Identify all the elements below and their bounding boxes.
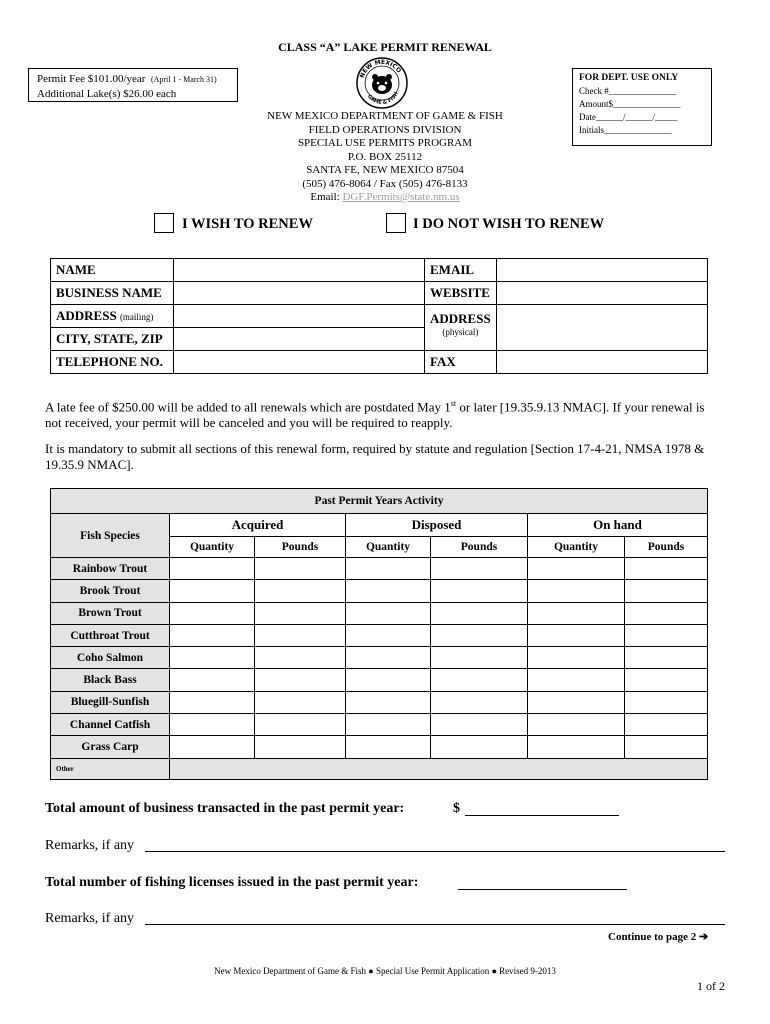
mailing-note: (mailing) (119, 312, 154, 322)
activity-cell[interactable] (255, 647, 346, 669)
activity-cell[interactable] (528, 647, 625, 669)
activity-cell[interactable] (170, 602, 255, 624)
activity-cell[interactable] (625, 736, 708, 758)
dept-check: Check #_______________ (579, 86, 677, 96)
fax-field[interactable] (496, 351, 707, 374)
activity-cell[interactable] (255, 691, 346, 713)
business-name-field[interactable] (174, 282, 425, 305)
renew-label: I WISH TO RENEW (182, 216, 313, 232)
table-row (51, 580, 708, 602)
not-renew-checkbox[interactable] (386, 213, 406, 233)
species-label: Cutthroat Trout (51, 624, 170, 646)
species-label: Brook Trout (51, 580, 170, 602)
species-header: Fish Species (51, 514, 170, 558)
activity-cell[interactable] (255, 558, 346, 580)
mailing-address-label (51, 305, 174, 328)
activity-cell[interactable] (431, 624, 528, 646)
total-licenses-field[interactable] (458, 889, 627, 890)
not-renew-label: I DO NOT WISH TO RENEW (413, 216, 605, 232)
mandatory-paragraph: It is mandatory to submit all sections of this renewal form, required by statute and regulation [Section 17-4-21, NMSA 1978 & 19.35.9 NMAC]. (45, 441, 705, 472)
activity-cell[interactable] (255, 602, 346, 624)
activity-cell[interactable] (346, 580, 431, 602)
activity-cell[interactable] (431, 714, 528, 736)
activity-cell[interactable] (170, 669, 255, 691)
dept-initials: Initials_______________ (579, 125, 672, 135)
onhand-header: On hand (528, 514, 708, 537)
activity-cell[interactable] (346, 602, 431, 624)
physical-note: (physical) (442, 327, 479, 337)
activity-table (50, 488, 708, 780)
physical-address-field[interactable] (496, 305, 707, 351)
table-row (51, 691, 708, 713)
activity-cell[interactable] (255, 714, 346, 736)
page-number: 1 of 2 (697, 979, 725, 993)
activity-cell[interactable] (625, 691, 708, 713)
address-line: NEW MEXICO DEPARTMENT OF GAME & FISH (267, 110, 503, 122)
activity-cell[interactable] (170, 580, 255, 602)
species-label: Brown Trout (51, 602, 170, 624)
other-label: Other (51, 758, 170, 779)
dept-date: Date______/______/_____ (579, 112, 678, 122)
acquired-header: Acquired (170, 514, 346, 537)
address-line: SANTA FE, NEW MEXICO 87504 (306, 164, 464, 176)
name-label: NAME (51, 259, 174, 282)
activity-cell[interactable] (431, 647, 528, 669)
activity-cell[interactable] (625, 602, 708, 624)
footer: New Mexico Department of Game & Fish ● Special Use Permit Application ● Revised 9-2013 (214, 966, 556, 976)
website-field[interactable] (496, 282, 707, 305)
address2-label: ADDRESS (430, 311, 491, 326)
quantity-header: Quantity (170, 537, 255, 558)
remarks-label: Remarks, if any (45, 911, 135, 926)
table-row (51, 602, 708, 624)
activity-cell[interactable] (431, 669, 528, 691)
table-row (51, 714, 708, 736)
activity-cell[interactable] (255, 669, 346, 691)
activity-cell[interactable] (346, 624, 431, 646)
activity-cell[interactable] (346, 558, 431, 580)
activity-cell[interactable] (255, 624, 346, 646)
activity-cell[interactable] (528, 691, 625, 713)
activity-title: Past Permit Years Activity (51, 489, 708, 514)
species-label: Rainbow Trout (51, 558, 170, 580)
activity-cell[interactable] (625, 580, 708, 602)
permit-fee: Permit Fee $101.00/year (37, 73, 146, 85)
activity-cell[interactable] (528, 624, 625, 646)
quantity-header: Quantity (528, 537, 625, 558)
pounds-header: Pounds (625, 537, 708, 558)
telephone-field[interactable] (174, 351, 425, 374)
email-field-label: EMAIL (425, 259, 497, 282)
activity-cell[interactable] (255, 580, 346, 602)
total-licenses-label: Total number of fishing licenses issued in the past permit year: (45, 875, 419, 890)
fax-label: FAX (425, 351, 497, 374)
other-field[interactable] (170, 758, 708, 779)
table-row (51, 647, 708, 669)
table-row (51, 669, 708, 691)
activity-cell[interactable] (170, 714, 255, 736)
species-label: Grass Carp (51, 736, 170, 758)
additional-fee: Additional Lake(s) $26.00 each (37, 88, 177, 100)
remarks-field[interactable] (145, 851, 725, 852)
quantity-header: Quantity (346, 537, 431, 558)
activity-cell[interactable] (625, 669, 708, 691)
total-business-label: Total amount of business transacted in the past permit year: (45, 801, 405, 816)
continue-note: Continue to page 2 ➔ (608, 931, 709, 943)
physical-address-label (425, 305, 497, 351)
address-line: SPECIAL USE PERMITS PROGRAM (297, 137, 473, 149)
form-title: CLASS “A” LAKE PERMIT RENEWAL (278, 40, 492, 54)
email-field[interactable] (496, 259, 707, 282)
activity-cell[interactable] (528, 602, 625, 624)
website-label: WEBSITE (425, 282, 497, 305)
mailing-address (0, 110, 770, 205)
species-label: Coho Salmon (51, 647, 170, 669)
activity-cell[interactable] (625, 558, 708, 580)
activity-cell[interactable] (528, 714, 625, 736)
activity-cell[interactable] (346, 736, 431, 758)
address-line: FIELD OPERATIONS DIVISION (308, 123, 462, 136)
fee-box (28, 68, 238, 102)
mailing-address-field[interactable] (174, 305, 425, 328)
business-name-label: BUSINESS NAME (51, 282, 174, 305)
remarks-field[interactable] (145, 924, 725, 925)
late-fee-text-b: or later [19.35.9.13 NMAC]. If your renewal is not received, your permit will be canceled and you will be required to reapply. (45, 399, 705, 431)
activity-cell[interactable] (346, 669, 431, 691)
remarks-label: Remarks, if any (45, 838, 135, 853)
contact-info-table (50, 258, 708, 374)
activity-cell[interactable] (431, 580, 528, 602)
activity-cell[interactable] (431, 602, 528, 624)
activity-cell[interactable] (625, 714, 708, 736)
activity-cell[interactable] (170, 691, 255, 713)
activity-cell[interactable] (625, 624, 708, 646)
email-link[interactable]: DGF.Permits@state.nm.us (342, 191, 460, 203)
late-fee-paragraph (45, 396, 710, 431)
species-label: Black Bass (51, 669, 170, 691)
late-fee-text-a: A late fee of $250.00 will be added to all renewals which are postdated May 1 (45, 399, 451, 415)
activity-cell[interactable] (170, 624, 255, 646)
city-label: CITY, STATE, ZIP (51, 328, 174, 351)
activity-cell[interactable] (528, 669, 625, 691)
name-field[interactable] (174, 259, 425, 282)
svg-text:NEW MEXICO: NEW MEXICO (358, 58, 403, 79)
species-label: Channel Catfish (51, 714, 170, 736)
activity-cell[interactable] (528, 736, 625, 758)
telephone-label: TELEPHONE NO. (51, 351, 174, 374)
activity-cell[interactable] (528, 558, 625, 580)
nmdgf-seal-icon (356, 57, 408, 109)
activity-cell[interactable] (255, 736, 346, 758)
activity-cell[interactable] (625, 647, 708, 669)
table-row (51, 558, 708, 580)
total-business-field[interactable] (465, 815, 619, 816)
table-row (51, 624, 708, 646)
address-line: P.O. BOX 25112 (347, 150, 423, 163)
activity-cell[interactable] (170, 647, 255, 669)
table-row (51, 736, 708, 758)
activity-cell[interactable] (170, 736, 255, 758)
activity-cell[interactable] (431, 558, 528, 580)
dept-amount: Amount$_______________ (579, 99, 681, 109)
address-label: ADDRESS (56, 308, 117, 323)
activity-cell[interactable] (431, 736, 528, 758)
permit-period: (April 1 - March 31) (150, 75, 217, 84)
disposed-header: Disposed (346, 514, 528, 537)
activity-cell[interactable] (431, 691, 528, 713)
late-fee-sup: st (450, 399, 457, 408)
svg-text:GAME & FISH: GAME & FISH (365, 91, 400, 107)
species-label: Bluegill-Sunfish (51, 691, 170, 713)
phone-line: (505) 476-8064 / Fax (505) 476-8133 (302, 177, 468, 190)
activity-cell[interactable] (528, 580, 625, 602)
pounds-header: Pounds (255, 537, 346, 558)
dept-use-heading: FOR DEPT. USE ONLY (579, 73, 679, 83)
email-label: Email: (310, 191, 340, 203)
activity-cell[interactable] (346, 714, 431, 736)
renew-checkbox[interactable] (154, 213, 174, 233)
dollar-sign: $ (453, 801, 460, 816)
pounds-header: Pounds (431, 537, 528, 558)
activity-cell[interactable] (170, 558, 255, 580)
activity-cell[interactable] (346, 691, 431, 713)
activity-cell[interactable] (346, 647, 431, 669)
city-field[interactable] (174, 328, 425, 351)
